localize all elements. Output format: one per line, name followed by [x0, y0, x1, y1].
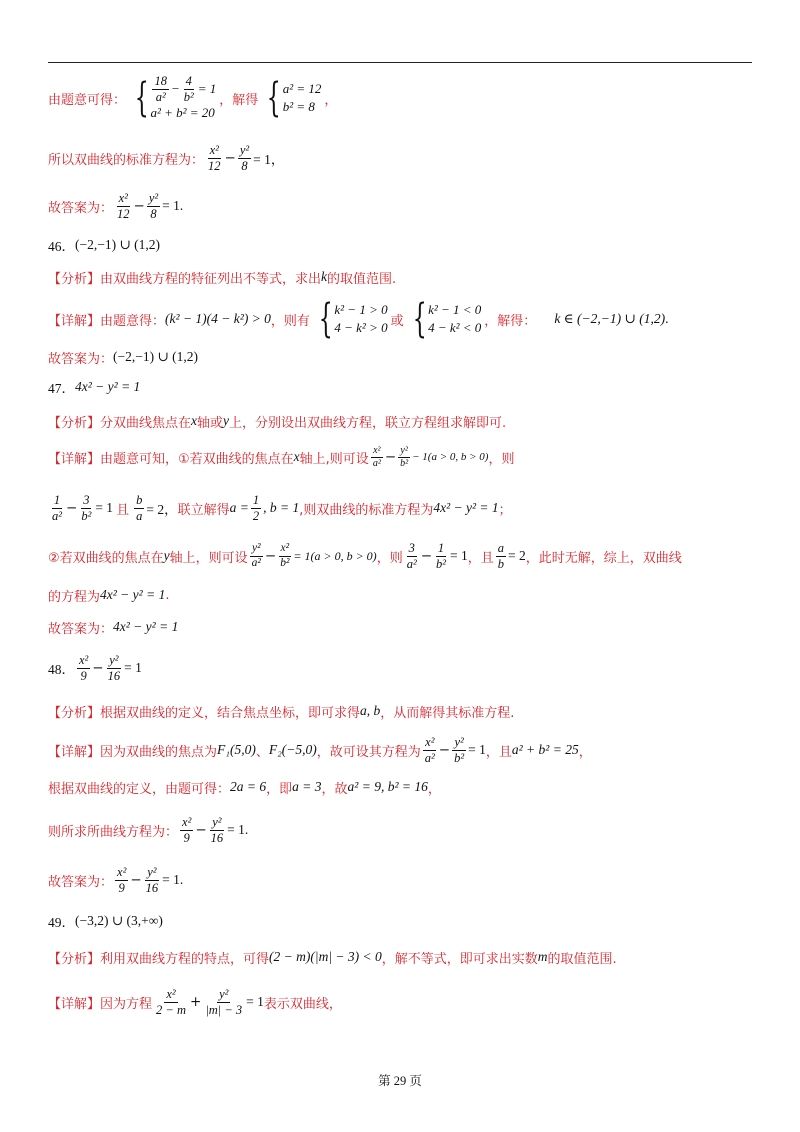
q46-analysis: 【分析】 由双曲线方程的特征列出不等式，求出 k 的取值范围. [48, 269, 397, 287]
q49-detail: 【详解】 因为方程 x² 2 − m + $\frac{\text{y²}}{|m| - 3}$ = 1 表示双曲线， [48, 987, 342, 1017]
question-46: 46． (−2,−1) ∪ (1,2) [48, 237, 161, 254]
q48-detail: 【详解】 因为双曲线的焦点为 F₁(5,0) 、 F₂(−5,0) ，故可设其方程为 x² a² − $\frac{\text{y²}}{\text{b²}}$ = 1 ，且 a² + b² = 25 ， [48, 735, 592, 765]
q47-analysis: 【分析】 分双曲线焦点在 x 轴或 y 上，分别设出双曲线方程，联立方程组求解即可. [48, 413, 507, 431]
line-standard-equation: 所以双曲线的标准方程为： x² 12 − $\frac{\text{y²}}{8}$ = 1， [48, 143, 285, 173]
line-system-given: 由题意可得： { 18 a² − $\frac{4}{\text{b²}}$ = 1 a² + b² = 20 ，解得 { a² = 12 b² = 8 ， [48, 74, 338, 121]
q47-detail: 【详解】 由题意可知，①若双曲线的焦点在 x 轴上,则可设 x² a² − y² b² − 1(a > 0, b > 0) ，则 [48, 445, 515, 469]
q46-answer: 故答案为： (−2,−1) ∪ (1,2) [48, 349, 199, 367]
line-answer-45: 故答案为： x² 12 − $\frac{\text{y²}}{8}$ = 1. [48, 191, 184, 221]
solution-system: { a² = 12 b² = 8 [267, 75, 322, 121]
text: ，解得 [219, 92, 259, 108]
q47-solve: 1 a² − $\frac{3}{\text{b²}}$ = 1 且 $\frac{b}{a}$ = 2， 联立解得 a = $\frac{1}{2}$ , b = 1 ,则双曲线的标准方程为 4x² − y² = 1 ； [52, 493, 512, 523]
question-47: 47． 4x² − y² = 1 [48, 379, 141, 396]
equation-system: { 18 a² − $\frac{4}{\text{b²}}$ = 1 a² + b² = 20 [134, 74, 217, 121]
q47-answer: 故答案为： 4x² − y² = 1 [48, 619, 179, 637]
q47-conclusion: 的方程为 4x² − y² = 1 . [48, 587, 170, 605]
q47-case2: ②若双曲线的焦点在 y 轴上，则可设 y² a² − $\frac{\text{x²}}{\text{b²}}$ = 1(a > 0, b > 0) ，则 3 a² − $\frac{1}{\text{b²}}$ = 1 ，且 $\frac{a}{b}$ = 2 ，此时无解，综上，双曲线 [48, 541, 682, 571]
q48-answer: 故答案为： x² 9 − $\frac{\text{y²}}{16}$ = 1. [48, 865, 184, 895]
q48-definition: 根据双曲线的定义，由题可得： 2a = 6 ，即 a = 3 ，故 a² = 9, b² = 16 ， [48, 779, 441, 797]
q48-result: 则所求所曲线方程为： x² 9 − $\frac{\text{y²}}{16}$ = 1. [48, 815, 249, 845]
q46-detail: 【详解】 由题意得： (k² − 1)(4 − k²) > 0 ，则有 { k² − 1 > 0 4 − k² > 0 或 { k² − 1 < 0 4 − k² < 0 ，解得： k ∈ (−2,−1) ∪ (1,2) . [48, 296, 669, 342]
q48-analysis: 【分析】 根据双曲线的定义，结合焦点坐标，即可求得 a, b ，从而解得其标准方程. [48, 703, 515, 721]
text: 由题意可得： [48, 92, 127, 108]
header-rule [48, 62, 752, 63]
question-48: 48． x² 9 − $\frac{\text{y²}}{16}$ = 1 [48, 653, 142, 683]
page-number: 第 29 页 [378, 1074, 422, 1088]
question-49: 49． (−3,2) ∪ (3,+∞) [48, 913, 163, 930]
q49-analysis: 【分析】 利用双曲线方程的特点，可得 (2 − m)(|m| − 3) < 0 ，解不等式，即可求出实数 m 的取值范围. [48, 949, 617, 967]
